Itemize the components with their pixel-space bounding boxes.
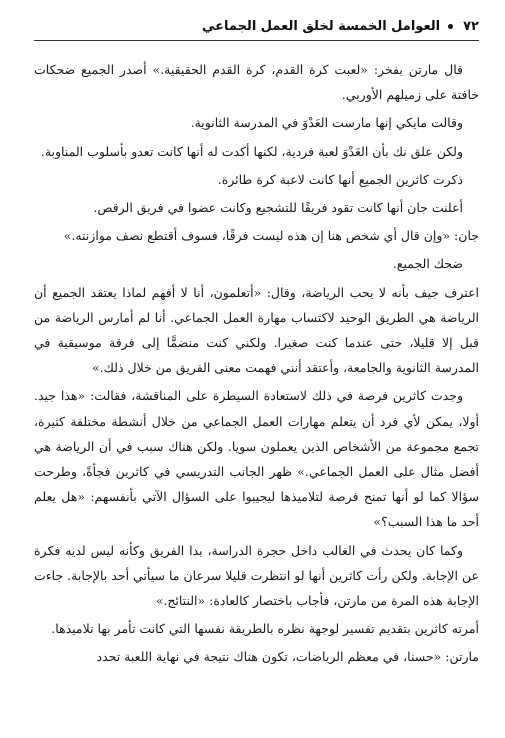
paragraph: أمرته كاثرين بتقديم تفسير لوجهة نظره بالطريقة نفسها التي كانت تأمر بها تلاميذها. xyxy=(51,621,479,637)
paragraph: وقالت مايكي إنها مارست العَدْوَ في المدرسة الثانوية. xyxy=(190,115,463,131)
paragraph: ضحك الجميع. xyxy=(392,256,463,272)
page-number: ٧٢ xyxy=(463,18,479,34)
paragraph: ولكن علق نك بأن العَدْوَ لعبة فردية، لكنها أكدت له أنها كانت تعدو بأسلوب المناوبة. xyxy=(40,143,463,159)
paragraph: جان: «وإن قال أي شخص هنا إن هذه ليست فرقًا، فسوف أقتطع نصف موازنته.» xyxy=(63,228,479,244)
bullet-separator-icon xyxy=(448,24,453,29)
paragraph: وجدت كاثرين فرصة في ذلك لاستعادة السيطرة على المناقشة، فقالت: «هذا جيد. أولا، يمكن لأي فرد أن يتعلم مهارات العمل الجماعي من خلال أنشطة مختلفة كثيرة، تجمع مجموعة من الأشخاص الذين يعملون سويا. ولكن هناك سبب في أن الرياضة هي أفضل مثال على العمل الجماعي.» ظهر الجانب التدريسي في كاثرين فجأةً، وطرحت سؤالا كما لو أنها تمنح فرصة لتلاميذها ليجيبوا على السؤال الآتي بأنفسهم: «هل يعلم أحد ما هذا السبب؟» xyxy=(34,388,479,530)
paragraph: قال مارتن بفخر: «لعبت كرة القدم، كرة القدم الحقيقية.» أصدر الجميع ضحكات خافتة على زميلهم الأوربي. xyxy=(34,62,479,103)
running-head xyxy=(34,14,479,38)
body-text xyxy=(34,57,479,670)
paragraph: مارتن: «حسنا، في معظم الرياضات، تكون هناك نتيجة في نهاية اللعبة تحدد xyxy=(96,649,479,665)
paragraph: اعترف جيف بأنه لا يحب الرياضة، وقال: «أتعلمون، أنا لا أفهم لماذا يعتقد الجميع أن الرياضة هي الطريق الوحيد لاكتساب مهارة العمل الجماعي. أنا لم أمارس الرياضة من قبل إلا قليلا، حتى عندما كنت صغيرا. ولكني كنت منضمًّا إلى فرقة موسيقية في المدرسة الثانوية والجامعة، وأعتقد أنني فهمت معنى الفريق من خلال ذلك.» xyxy=(34,284,479,376)
paragraph: أعلنت جان أنها كانت تقود فريقًا للتشجيع وكانت عضوا في فريق الرقص. xyxy=(93,200,463,216)
header-divider xyxy=(34,40,479,41)
paragraph: وكما كان يحدث في الغالب داخل حجرة الدراسة، بدا الفريق وكأنه ليس لديه فكرة عن الإجابة. ولكن رأت كاثرين أنها لو انتظرت قليلا سرعان ما سيأتي أحد بالإجابة. جاءت الإجابة هذه المرة من مارتن، فأجاب باختصار كالعادة: «النتائج.» xyxy=(34,542,479,609)
chapter-title: العوامل الخمسة لخلق العمل الجماعي xyxy=(201,18,441,34)
paragraph: ذكرت كاثرين الجميع أنها كانت لاعبة كرة طائرة. xyxy=(217,171,463,187)
